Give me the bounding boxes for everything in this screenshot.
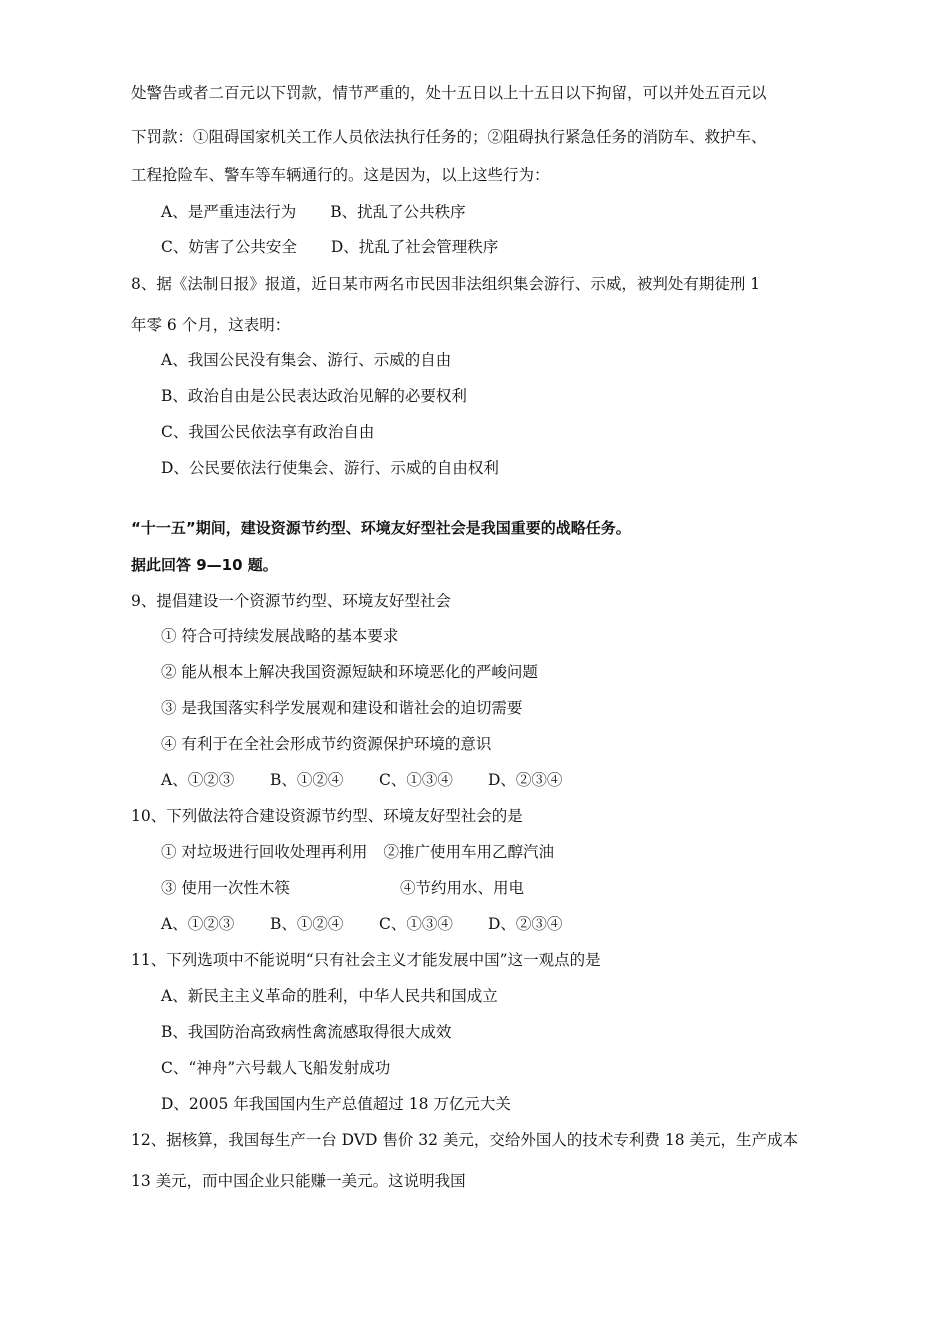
q8-option-b: B、政治自由是公民表达政治见解的必要权利 — [161, 387, 467, 405]
q7-option-a: A、是严重违法行为 — [161, 203, 297, 221]
q9-option-c: C、①③④ — [379, 771, 453, 789]
q11-option-c: C、“神舟”六号载人飞船发射成功 — [161, 1059, 391, 1077]
q9-item-3: ③ 是我国落实科学发展观和建设和谐社会的迫切需要 — [161, 699, 523, 717]
q10-option-d: D、②③④ — [488, 915, 563, 933]
q8-option-c: C、我国公民依法享有政治自由 — [161, 423, 375, 441]
q8-option-a: A、我国公民没有集会、游行、示威的自由 — [161, 351, 452, 369]
q7-options-row-2 — [161, 236, 498, 258]
q10-item-4: ④节约用水、用电 — [400, 879, 525, 897]
q11-option-a: A、新民主主义革命的胜利，中华人民共和国成立 — [161, 987, 498, 1005]
q7-text-line: 下罚款：①阻碍国家机关工作人员依法执行任务的；②阻碍执行紧急任务的消防车、救护车、 — [131, 128, 767, 146]
material-heading-line-2: 据此回答 9—10 题。 — [131, 556, 278, 574]
q8-option-d: D、公民要依法行使集会、游行、示威的自由权利 — [161, 459, 499, 477]
q12-stem-line: 13 美元，而中国企业只能赚一美元。这说明我国 — [131, 1172, 466, 1190]
q8-stem-line: 8、据《法制日报》报道，近日某市两名市民因非法组织集会游行、示威，被判处有期徒刑 1 — [131, 275, 761, 293]
material-heading-line-1: “十一五”期间，建设资源节约型、环境友好型社会是我国重要的战略任务。 — [131, 519, 631, 537]
q9-options-row — [161, 769, 597, 791]
q9-option-a: A、①②③ — [161, 771, 235, 789]
q10-options-row — [161, 913, 597, 935]
q12-stem-line: 12、据核算，我国每生产一台 DVD 售价 32 美元，交给外国人的技术专利费 18 美元，生产成本 — [131, 1131, 799, 1149]
q10-option-a: A、①②③ — [161, 915, 235, 933]
q9-item-1: ① 符合可持续发展战略的基本要求 — [161, 627, 399, 645]
q10-items-row-2 — [161, 877, 621, 899]
q10-option-b: B、①②④ — [270, 915, 344, 933]
q9-item-2: ② 能从根本上解决我国资源短缺和环境恶化的严峻问题 — [161, 663, 538, 681]
q9-option-b: B、①②④ — [270, 771, 344, 789]
q10-item-3: ③ 使用一次性木筷 — [161, 879, 290, 897]
q10-option-c: C、①③④ — [379, 915, 453, 933]
q10-stem: 10、下列做法符合建设资源节约型、环境友好型社会的是 — [131, 807, 523, 825]
q7-option-c: C、妨害了公共安全 — [161, 238, 297, 256]
q8-stem-line: 年零 6 个月，这表明： — [131, 316, 291, 334]
q10-items-row-1 — [161, 841, 554, 863]
q7-text-line: 工程抢险车、警车等车辆通行的。这是因为，以上这些行为： — [131, 166, 550, 184]
q9-stem: 9、提倡建设一个资源节约型、环境友好型社会 — [131, 592, 451, 610]
q11-option-d: D、2005 年我国国内生产总值超过 18 万亿元大关 — [161, 1095, 511, 1113]
q10-item-2: ②推广使用车用乙醇汽油 — [383, 843, 554, 861]
q9-option-d: D、②③④ — [488, 771, 563, 789]
q7-option-b: B、扰乱了公共秩序 — [330, 203, 466, 221]
q10-item-1: ① 对垃圾进行回收处理再利用 — [161, 843, 368, 861]
q7-options-row-1 — [161, 201, 466, 223]
q11-stem: 11、下列选项中不能说明“只有社会主义才能发展中国”这一观点的是 — [131, 951, 601, 969]
q7-text-line: 处警告或者二百元以下罚款，情节严重的，处十五日以上十五日以下拘留，可以并处五百元以 — [131, 84, 767, 102]
q7-option-d: D、扰乱了社会管理秩序 — [330, 238, 499, 256]
q11-option-b: B、我国防治高致病性禽流感取得很大成效 — [161, 1023, 452, 1041]
q9-item-4: ④ 有利于在全社会形成节约资源保护环境的意识 — [161, 735, 492, 753]
